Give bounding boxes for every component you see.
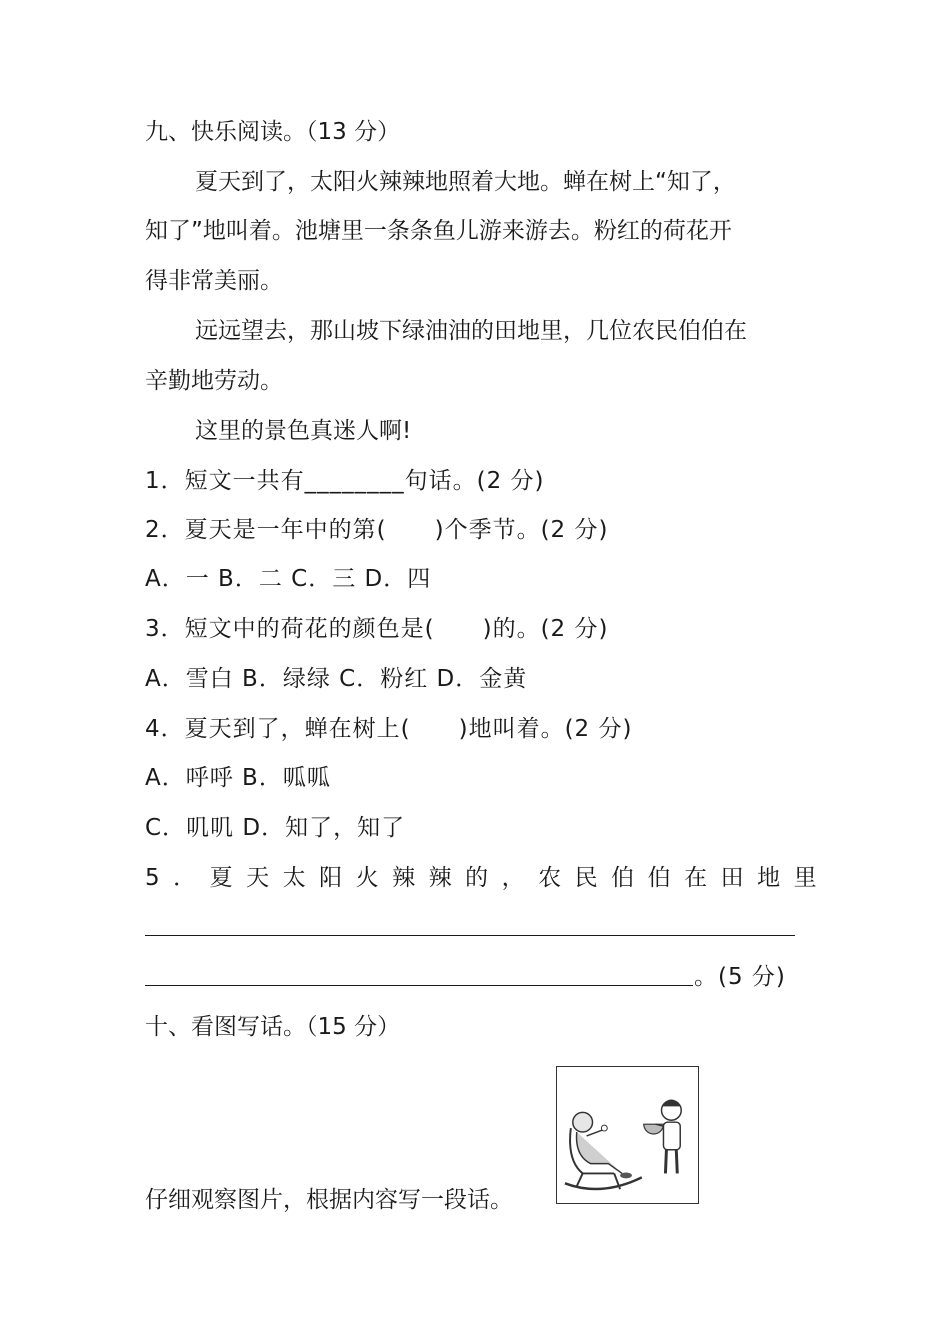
- question-5: 5．夏天太阳火辣辣的，农民伯伯在田地里: [145, 865, 831, 891]
- question-2-options: A．一 B．二 C．三 D．四: [145, 566, 432, 592]
- section10-instruction: 仔细观察图片，根据内容写一段话。: [145, 1187, 513, 1213]
- passage-line-2: 知了”地叫着。池塘里一条条鱼儿游来游去。粉红的荷花开: [145, 218, 732, 244]
- section9-heading: 九、快乐阅读。（13 分）: [145, 119, 401, 145]
- question-4: 4．夏天到了，蝉在树上( )地叫着。(2 分): [145, 716, 633, 742]
- writing-prompt-picture: [556, 1066, 699, 1204]
- passage-line-3: 得非常美丽。: [145, 268, 283, 294]
- passage-line-5: 辛勤地劳动。: [145, 368, 283, 394]
- section10-heading: 十、看图写话。（15 分）: [145, 1014, 401, 1040]
- grandpa-and-boy-icon: [557, 1067, 698, 1203]
- question-1: 1．短文一共有________句话。(2 分): [145, 468, 545, 494]
- question-5-score: 。(5 分): [694, 964, 786, 990]
- passage-line-1: 夏天到了，太阳火辣辣地照着大地。蝉在树上“知了，: [195, 169, 736, 195]
- passage-line-4: 远远望去，那山坡下绿油油的田地里，几位农民伯伯在: [195, 318, 747, 344]
- question-3: 3．短文中的荷花的颜色是( )的。(2 分): [145, 616, 609, 642]
- question-4-options-ab: A．呼呼 B．呱呱: [145, 765, 331, 791]
- passage-line-6: 这里的景色真迷人啊!: [195, 418, 412, 444]
- question-4-options-cd: C．叽叽 D．知了，知了: [145, 815, 406, 841]
- question-2: 2．夏天是一年中的第( )个季节。(2 分): [145, 517, 609, 543]
- answer-line-2: [145, 985, 693, 986]
- question-3-options: A．雪白 B．绿绿 C．粉红 D．金黄: [145, 666, 528, 692]
- answer-line-1: [145, 935, 795, 936]
